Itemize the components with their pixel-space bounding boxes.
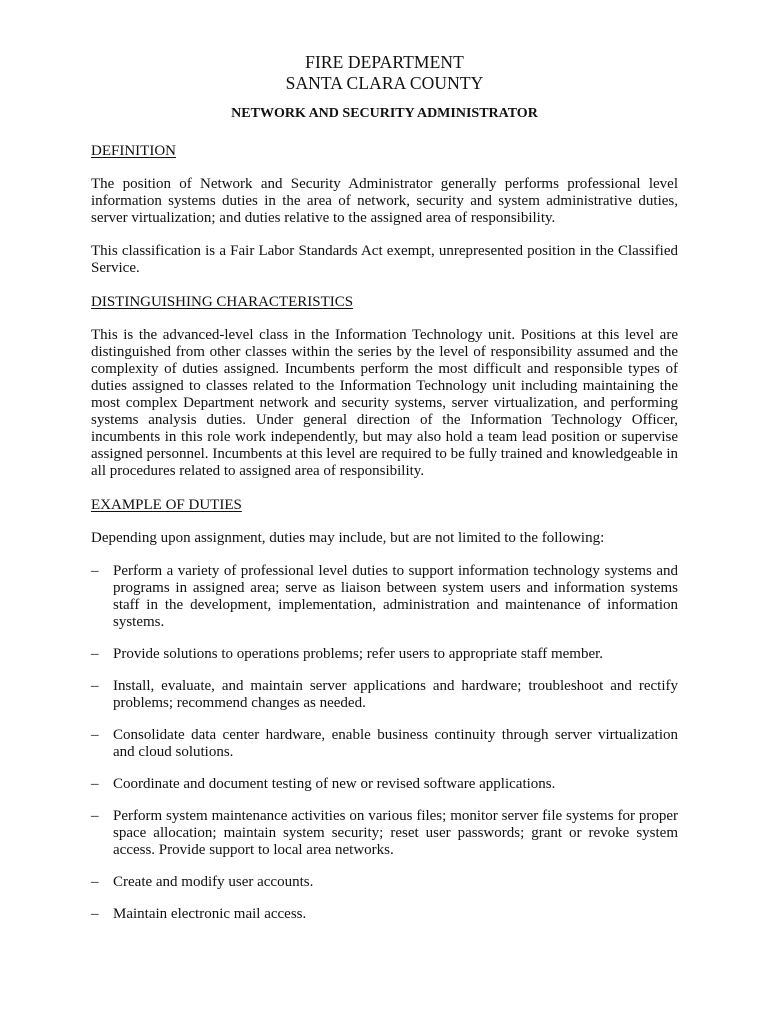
- job-title: NETWORK AND SECURITY ADMINISTRATOR: [231, 106, 538, 121]
- duty-text: Create and modify user accounts.: [113, 874, 314, 890]
- duty-text: Perform a variety of professional level duties to support information technology systems and programs in assigned area; serve as liaison between system users and information systems staff in the development, implementation, administration and maintenance of information systems.: [113, 563, 678, 630]
- definition-heading: DEFINITION: [91, 143, 176, 159]
- duty-text: Provide solutions to operations problems; refer users to appropriate staff member.: [113, 646, 604, 662]
- duty-item: [91, 646, 678, 663]
- duty-item: [91, 874, 678, 891]
- duties-list: [91, 563, 678, 923]
- duty-text: Perform system maintenance activities on various files; monitor server file systems for proper space allocation; maintain system security; reset user passwords; grant or revoke system access. Provide support to local area networks.: [113, 808, 678, 858]
- document-page: [91, 52, 678, 938]
- duty-item: [91, 563, 678, 631]
- dash-bullet: –: [91, 727, 99, 743]
- duty-item: [91, 727, 678, 761]
- duty-item: [91, 906, 678, 923]
- dash-bullet: –: [91, 678, 99, 694]
- duty-text: Maintain electronic mail access.: [113, 906, 307, 922]
- dash-bullet: –: [91, 874, 99, 890]
- county-name: SANTA CLARA COUNTY: [285, 73, 484, 93]
- dash-bullet: –: [91, 808, 99, 824]
- duty-item: [91, 776, 678, 793]
- dash-bullet: –: [91, 646, 99, 662]
- duties-intro: Depending upon assignment, duties may include, but are not limited to the following:: [91, 530, 605, 546]
- duty-text: Coordinate and document testing of new or revised software applications.: [113, 776, 556, 792]
- duty-text: Install, evaluate, and maintain server applications and hardware; troubleshoot and rectify problems; recommend changes as needed.: [113, 678, 678, 711]
- definition-paragraph-2: This classification is a Fair Labor Standards Act exempt, unrepresented position in the Classified Service.: [91, 243, 678, 276]
- duty-item: [91, 808, 678, 859]
- dash-bullet: –: [91, 906, 99, 922]
- definition-paragraph-1: The position of Network and Security Administrator generally performs professional level information systems duties in the area of network, security and system administrative duties, server virtualization; and duties relative to the assigned area of responsibility.: [91, 176, 678, 226]
- dash-bullet: –: [91, 563, 99, 579]
- dash-bullet: –: [91, 776, 99, 792]
- distinguishing-paragraph: This is the advanced-level class in the Information Technology unit. Positions at this level are distinguished from other classes within the series by the level of responsibility assumed and the complexity of duties assigned. Incumbents perform the most difficult and responsible types of duties assigned to classes related to the Information Technology unit including maintaining the most complex Department network and security systems, server virtualization, and performing systems analysis duties. Under general direction of the Information Technology Officer, incumbents in this role work independently, but may also hold a team lead position or supervise assigned personnel. Incumbents at this level are required to be fully trained and knowledgeable in all procedures related to assigned area of responsibility.: [91, 327, 678, 479]
- duty-item: [91, 678, 678, 712]
- duties-heading: EXAMPLE OF DUTIES: [91, 497, 242, 513]
- distinguishing-heading: DISTINGUISHING CHARACTERISTICS: [91, 294, 354, 310]
- duty-text: Consolidate data center hardware, enable business continuity through server virtualization and cloud solutions.: [113, 727, 678, 760]
- department-name: FIRE DEPARTMENT: [305, 52, 464, 72]
